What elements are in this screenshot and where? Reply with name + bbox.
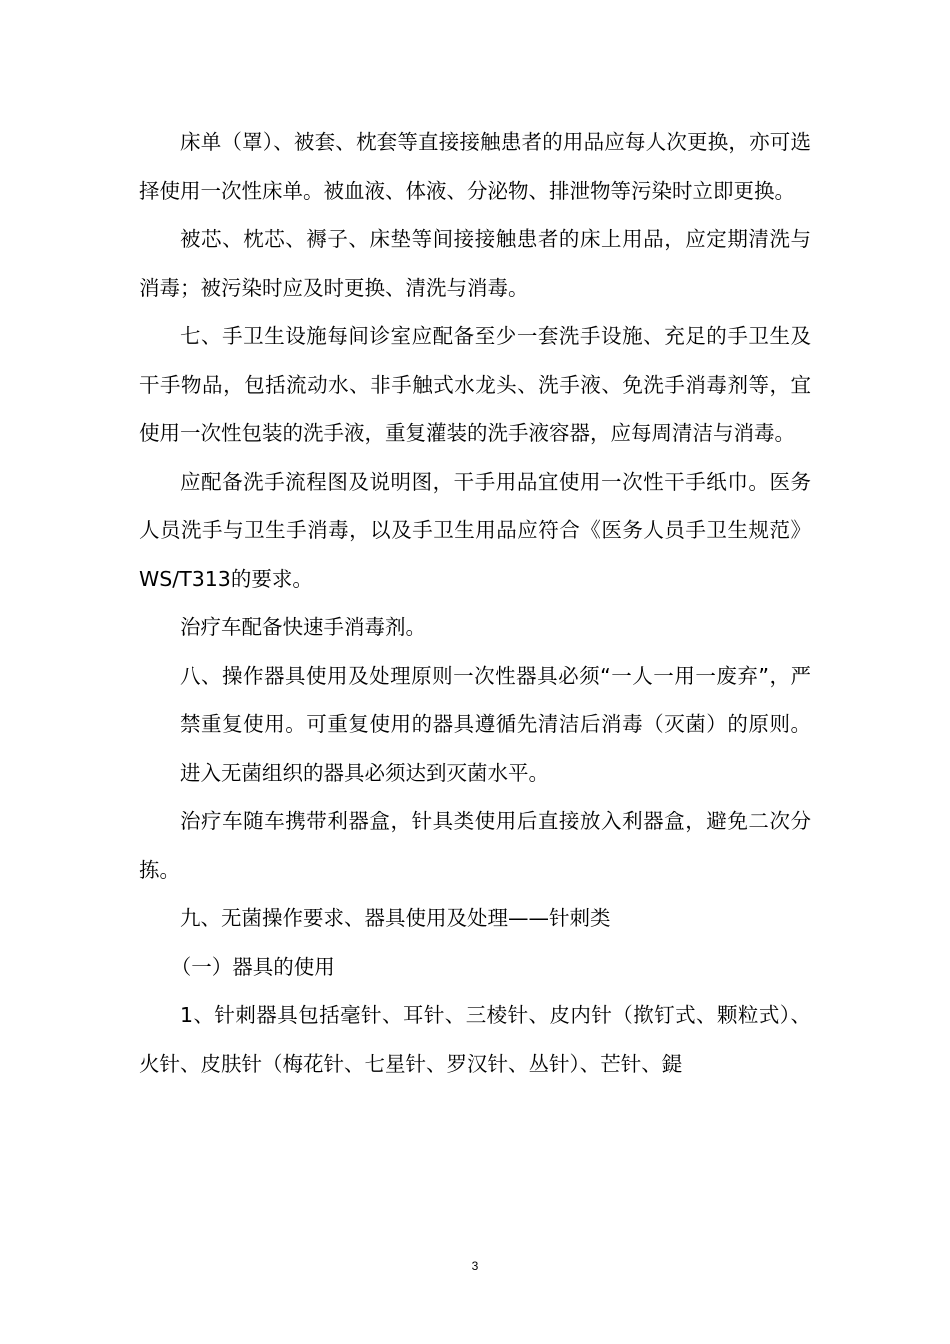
paragraph-handwashing-chart: 应配备洗手流程图及说明图，干手用品宜使用一次性干手纸巾。医务人员洗手与卫生手消毒，以及手卫生用品应符合《医务人员手卫生规范》WS/T313的要求。 bbox=[139, 469, 811, 591]
page-body bbox=[139, 118, 811, 1088]
paragraph-treatment-cart-disinfectant: 治疗车配备快速手消毒剂。 bbox=[180, 615, 426, 639]
paragraph-instrument-principles: 八、操作器具使用及处理原则一次性器具必须“一人一用一废弃”，严禁重复使用。可重复使用的器具遵循先清洁后消毒（灭菌）的原则。进入无菌组织的器具必须达到灭菌水平。 bbox=[180, 663, 811, 785]
paragraph-bedding: 被芯、枕芯、褥子、床垫等间接接触患者的床上用品，应定期清洗与消毒；被污染时应及时更换、清洗与消毒。 bbox=[139, 227, 811, 300]
paragraph-sharps-box: 治疗车随车携带利器盒，针具类使用后直接放入利器盒，避免二次分拣。 bbox=[139, 809, 811, 882]
paragraph-bed-sheets: 床单（罩）、被套、枕套等直接接触患者的用品应每人次更换，亦可选择使用一次性床单。被血液、体液、分泌物、排泄物等污染时立即更换。 bbox=[139, 130, 811, 203]
page-number: 3 bbox=[471, 1259, 479, 1273]
subsection-heading-instrument-use: （一）器具的使用 bbox=[170, 954, 335, 979]
section-heading-acupuncture: 九、无菌操作要求、器具使用及处理——针刺类 bbox=[180, 906, 611, 930]
paragraph-hand-hygiene-facilities: 七、手卫生设施每间诊室应配备至少一套洗手设施、充足的手卫生及干手物品，包括流动水、非手触式水龙头、洗手液、免洗手消毒剂等，宜使用一次性包装的洗手液，重复灌装的洗手液容器，应每周清洁与消毒。 bbox=[139, 324, 811, 445]
paragraph-acupuncture-instruments: 1、针刺器具包括毫针、耳针、三棱针、皮内针（揿钉式、颗粒式）、火针、皮肤针（梅花针、七星针、罗汉针、丛针）、芒针、鍉 bbox=[139, 1003, 811, 1076]
